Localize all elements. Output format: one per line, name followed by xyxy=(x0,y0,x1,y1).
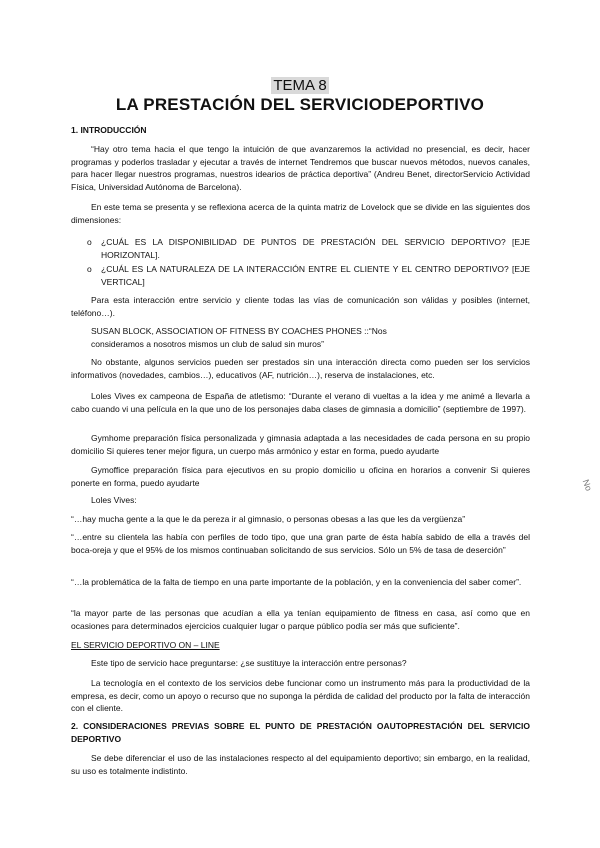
paragraph-no-obstante: No obstante, algunos servicios pueden ser prestados sin una interacción directa como pueden ser los servicios informativos (novedades, cambios…), educativos (AF, nutrición…), reserva de instalaciones, etc. xyxy=(71,357,530,380)
paragraph-gymoffice: Gymoffice preparación física para ejecutivos en su propio domicilio u oficina en horarios a convenir Si quieres ponerte en forma, puedo ayudarte xyxy=(71,465,530,488)
section-heading-introduccion: 1. INTRODUCCIÓN xyxy=(71,125,147,135)
bullet-text: ¿CUÁL ES LA NATURALEZA DE LA INTERACCIÓN ENTRE EL CLIENTE Y EL CENTRO DEPORTIVO? [EJE VERTICAL] xyxy=(101,264,530,287)
bullet-text: ¿CUÁL ES LA DISPONIBILIDAD DE PUNTOS DE PRESTACIÓN DEL SERVICIO DEPORTIVO? [EJE HORIZONTAL]. xyxy=(101,237,530,260)
paragraph-lovelock: En este tema se presenta y se reflexiona acerca de la quinta matriz de Lovelock que se divide en las siguientes dos dimensiones: xyxy=(71,202,530,225)
bullet-marker: o xyxy=(87,237,92,247)
list-item xyxy=(87,263,530,288)
quote-andreu-benet: “Hay otro tema hacia el que tengo la intuición de que avanzaremos la actividad no presencial, es decir, hacer programas y poderlos trasladar y ejecutar a través de internet Tendremos que buscar nuevos métodos, nuevos canales, para hacer llegar nuestros programas, nuestros idearios de práctica deportiva” (Andreu Benet, directorServicio Actividad Física, Universidad Autónoma de Barcelona). xyxy=(71,144,530,192)
page-title: LA PRESTACIÓN DEL SERVICIODEPORTIVO xyxy=(115,95,485,114)
paragraph-interaccion: Para esta interacción entre servicio y cliente todas las vías de comunicación son válidas y posibles (internet, teléfono…). xyxy=(71,295,530,318)
paragraph-loles-vives: Loles Vives ex campeona de España de atletismo: “Durante el verano di vueltas a la idea y me animé a llevarla a cabo cuando vi una película en la que uno de los personajes daba clases de gimnasia a domicilio” (septiembre de 1997). xyxy=(71,391,530,414)
paragraph-tecnologia: La tecnología en el contexto de los servicios debe funcionar como un instrumento más para la productividad de la empresa, es decir, como un apoyo o recurso que no suponga la pérdida de calidad del producto por la falta de interacción con el cliente. xyxy=(71,678,530,714)
tema-text: TEMA 8 xyxy=(273,77,327,94)
bullet-marker: o xyxy=(87,264,92,274)
side-watermark-text: No xyxy=(581,478,595,493)
loles-vives-label: Loles Vives: xyxy=(91,495,137,505)
section-heading-consideraciones: 2. CONSIDERACIONES PREVIAS SOBRE EL PUNTO DE PRESTACIÓN OAUTOPRESTACIÓN DEL SERVICIO DEPORTIVO xyxy=(71,721,530,744)
quote-pereza: “…hay mucha gente a la que le da pereza ir al gimnasio, o personas obesas a las que les da vergüenza” xyxy=(71,514,466,524)
quote-susan-block: SUSAN BLOCK, ASSOCIATION OF FITNESS BY COACHES PHONES ::“Nos consideramos a nosotros mismos un club de salud sin muros” xyxy=(91,326,387,349)
paragraph-pregunta: Este tipo de servicio hace preguntarse: ¿se sustituye la interacción entre personas? xyxy=(91,658,407,668)
section-heading-online: EL SERVICIO DEPORTIVO ON – LINE xyxy=(71,640,220,650)
tema-label xyxy=(0,77,600,95)
quote-equipamiento: “la mayor parte de las personas que acudían a ella ya tenían equipamiento de fitness en casa, así como que en ocasiones para determinados ejercicios cualquier lugar o parque público podía ser más que suficiente”. xyxy=(71,608,530,631)
paragraph-diferenciar: Se debe diferenciar el uso de las instalaciones respecto al del equipamiento deportivo; sin embargo, en la realidad, su uso es totalmente indistinto. xyxy=(71,753,530,776)
quote-clientela: “…entre su clientela las había con perfiles de todo tipo, que una gran parte de ésta había sabido de ella a través del boca-oreja y que el 95% de los mismos continuaban solicitando de sus servicios. Sólo un 5% de tasa de deserción” xyxy=(71,532,530,555)
list-item xyxy=(87,236,530,261)
paragraph-gymhome: Gymhome preparación física personalizada y gimnasia adaptada a las necesidades de cada persona en su propio domicilio Si quieres tener mejor figura, un cuerpo más armónico y estar en forma, puedo ayudarte xyxy=(71,433,530,456)
quote-falta-tiempo: “…la problemática de la falta de tiempo en una parte importante de la población, y en la conveniencia del saber comer”. xyxy=(71,577,522,587)
